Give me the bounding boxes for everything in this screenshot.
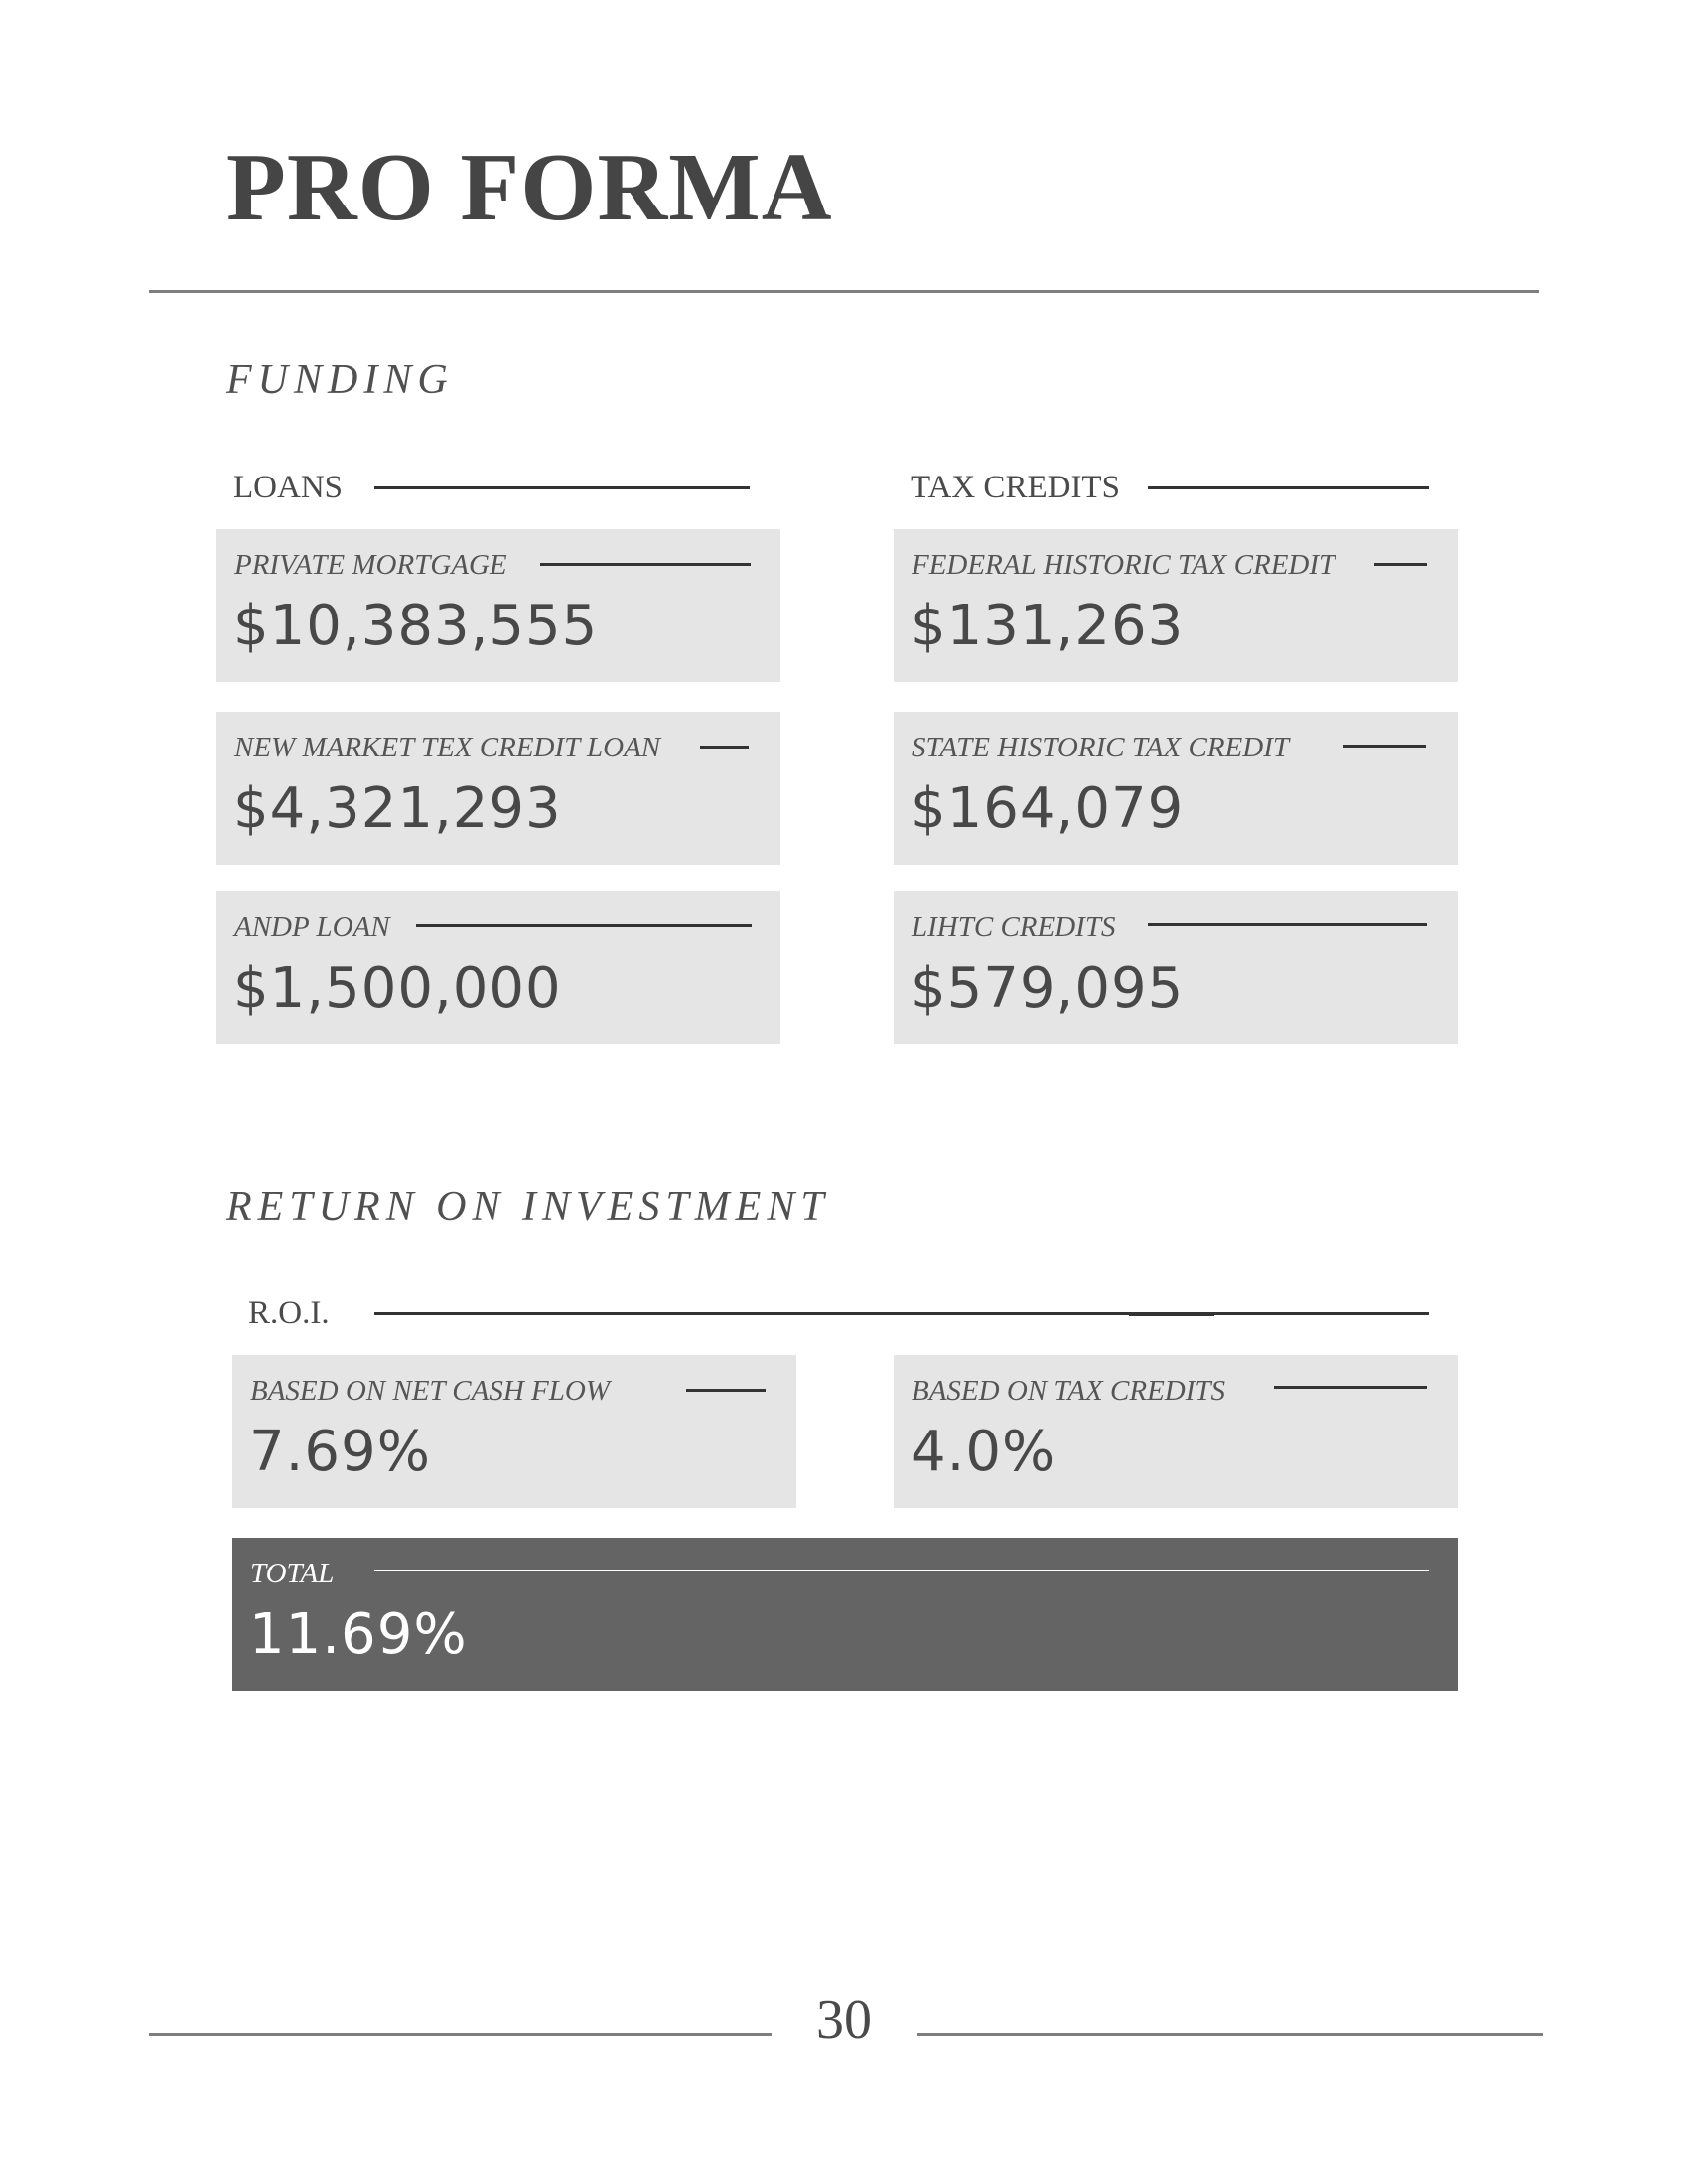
loan-card-andp [216, 891, 780, 1044]
loan-card-value: $1,500,000 [233, 956, 562, 1021]
roi-card-line [1274, 1386, 1427, 1389]
roi-card-label: BASED ON NET CASH FLOW [250, 1375, 610, 1407]
roi-total-card [232, 1538, 1458, 1691]
tax-credit-card-value: $131,263 [911, 594, 1185, 658]
roi-label-line-accent [1129, 1312, 1214, 1316]
page-number: 30 [816, 1989, 872, 2051]
tax-credit-card-value: $164,079 [911, 776, 1185, 841]
loan-card-value: $10,383,555 [233, 594, 599, 658]
roi-card-line [686, 1389, 766, 1392]
tax-credit-card-line [1374, 563, 1427, 566]
loan-card-line [700, 746, 749, 749]
roi-card-value: 7.69% [249, 1420, 431, 1484]
roi-total-label: TOTAL [250, 1558, 335, 1589]
loan-card-value: $4,321,293 [233, 776, 562, 841]
loan-card-label: PRIVATE MORTGAGE [234, 549, 507, 581]
title-divider [149, 290, 1539, 293]
footer-rule-right [917, 2033, 1543, 2036]
tax-credit-card-value: $579,095 [911, 956, 1185, 1021]
tax-credit-card-line [1148, 923, 1427, 926]
loan-card-line [416, 924, 752, 927]
roi-label-line [374, 1312, 1429, 1315]
loan-card-label: ANDP LOAN [234, 911, 390, 943]
tax-credit-card-label: LIHTC CREDITS [912, 911, 1116, 943]
roi-card-value: 4.0% [911, 1420, 1056, 1484]
roi-total-line [374, 1570, 1429, 1571]
loan-card-label: NEW MARKET TEX CREDIT LOAN [234, 732, 661, 763]
tax-credit-card-label: FEDERAL HISTORIC TAX CREDIT [912, 549, 1336, 581]
roi-total-value: 11.69% [249, 1602, 468, 1667]
footer-rule-left [149, 2033, 772, 2036]
loans-label-line [374, 486, 750, 489]
funding-section-title: FUNDING [226, 357, 454, 403]
tax-credits-label-line [1148, 486, 1429, 489]
loan-card-new-market-tax-credit [216, 712, 780, 865]
tax-credit-card-federal-historic [894, 529, 1458, 682]
loans-group-label: LOANS [233, 470, 344, 505]
loan-card-private-mortgage [216, 529, 780, 682]
roi-card-tax-credits [894, 1355, 1458, 1508]
roi-section-title: RETURN ON INVESTMENT [226, 1184, 830, 1230]
tax-credit-card-state-historic [894, 712, 1458, 865]
roi-card-label: BASED ON TAX CREDITS [912, 1375, 1226, 1407]
roi-card-net-cash-flow [232, 1355, 796, 1508]
tax-credit-card-line [1343, 745, 1426, 748]
roi-group-label: R.O.I. [248, 1296, 330, 1331]
tax-credit-card-lihtc [894, 891, 1458, 1044]
page-title: PRO FORMA [226, 134, 833, 241]
tax-credit-card-label: STATE HISTORIC TAX CREDIT [912, 732, 1289, 763]
loan-card-line [540, 563, 751, 566]
tax-credits-group-label: TAX CREDITS [911, 470, 1120, 505]
